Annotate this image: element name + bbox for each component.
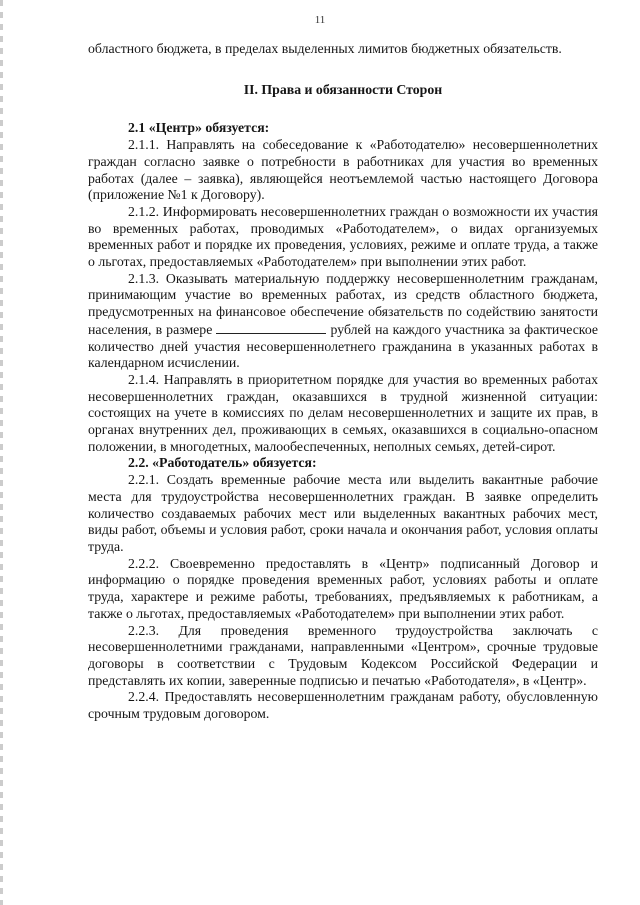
clause-2-1-4: 2.1.4. Направлять в приоритетном порядке для участия во временных работах несовершеннолетних граждан, оказавшихся в трудной жизненной ситуации: состоящих на учете в комиссиях по делам несовершеннолетних и защите их прав, в органах внутренних дел, проживающих в семьях, оказавшихся в социально-опасном положении, в многодетных, малообеспеченных, неполных семьях, детей-сирот.: [88, 371, 598, 454]
clause-2-1-3: [88, 271, 598, 372]
clause-2-2-4: 2.2.4. Предоставлять несовершеннолетним гражданам работу, обусловленную срочным трудовым договором.: [88, 689, 598, 722]
clause-2-1-1: 2.1.1. Направлять на собеседование к «Работодателю» несовершеннолетних граждан согласно заявке о потребности в работниках для участия во временных работах (далее – заявка), являющейся неотъемлемой частью настоящего Договора (приложение №1 к Договору).: [88, 137, 598, 203]
page-number: 11: [314, 14, 326, 26]
scan-edge: [0, 0, 3, 905]
clause-2-2-2: 2.2.2. Своевременно предоставлять в «Центр» подписанный Договор и информацию о порядке проведения временных работ, условиях работы и оплате труда, характере и режиме работы, требованиях, предъявляемых к работникам, а также о льготах, предоставляемых «Работодателем» при выполнении этих работ.: [88, 555, 598, 621]
clause-2-2-1: 2.2.1. Создать временные рабочие места или выделить вакантные рабочие места для трудоустройства несовершеннолетних граждан. В заявке определить количество создаваемых рабочих мест или выделенных вакантных рабочих мест, виды работ, объемы и условия работ, сроки начала и окончания работ, условия оплаты труда.: [88, 472, 598, 554]
clause-2-2-3: 2.2.3. Для проведения временного трудоустройства заключать с несовершеннолетними гражданами, направленными «Центром», срочные трудовые договоры в соответствии с Трудовым Кодексом Российской Федерации и представлять их копии, заверенные подписью и печатью «Работодателя», в «Центр».: [88, 622, 598, 688]
document-body: [88, 0, 598, 723]
employer-heading: 2.2. «Работодатель» обязуется:: [128, 455, 317, 471]
intro-paragraph: областного бюджета, в пределах выделенных лимитов бюджетных обязательств.: [88, 41, 562, 56]
amount-blank-line: [216, 321, 326, 334]
clause-2-1-3-continuation: рублей на каждого участника за фактическое количество дней участия несовершеннолетнего гражданина в указанных работах в календарном исчислении.: [88, 321, 599, 371]
center-heading: 2.1 «Центр» обязуется:: [128, 120, 270, 136]
clause-2-1-2: 2.1.2. Информировать несовершеннолетних граждан о возможности их участия во временных работах, проводимых «Работодателем», о видах организуемых временных работ и порядке их проведения, условиях, режиме и оплате труда, а также о льготах, предоставляемых «Работодателем» при выполнении этих работ.: [88, 203, 598, 270]
section-title: II. Права и обязанности Сторон: [243, 81, 443, 97]
clause-2-1-3-text: 2.1.3. Оказывать материальную поддержку несовершеннолетним гражданам, принимающим участие во временных работах, из средств областного бюджета, предусмотренных на финансовое обеспечение обязательств по содействию занятости населения, в размере: [88, 270, 598, 337]
